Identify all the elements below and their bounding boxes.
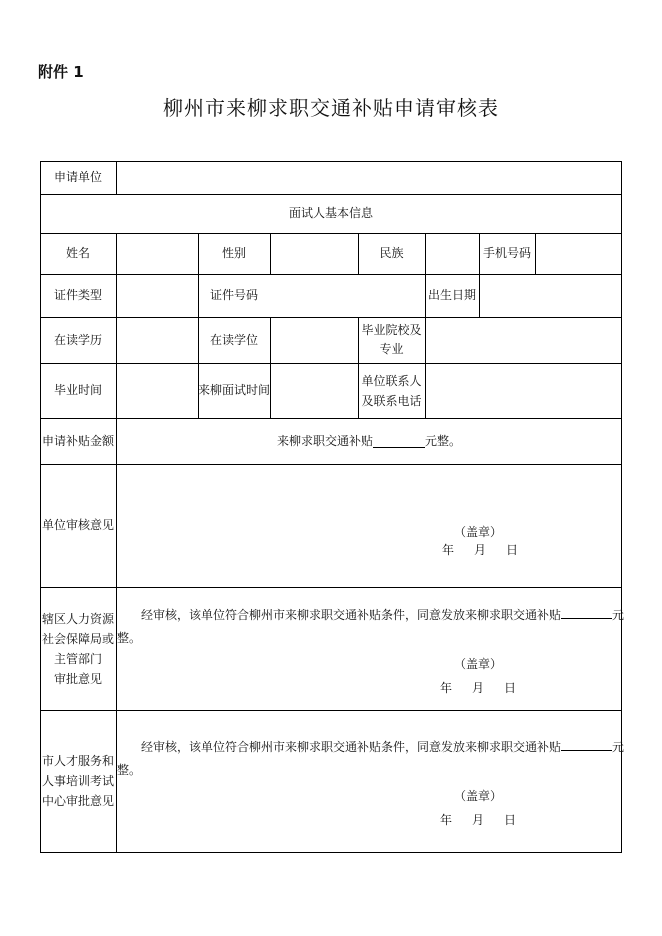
city-review-label-line: 市人才服务和 [41,754,114,768]
interview-time-field[interactable] [271,364,358,418]
name-field[interactable] [117,234,198,274]
phone-label: 手机号码 [482,246,531,260]
name-label: 姓名 [65,246,90,260]
district-review-label-line: 辖区人力资源 [41,611,114,626]
district-review-label-line: 社会保障局或 [41,631,114,646]
date-day: 日 [504,813,517,827]
education-label: 在读学历 [53,332,102,347]
contact-label [358,363,425,418]
district-review-date [440,678,516,699]
date-month: 月 [474,543,487,557]
degree-field[interactable] [271,318,358,363]
birth-date-field[interactable] [480,275,621,317]
city-approval-amount-input[interactable] [561,738,612,751]
date-month: 月 [472,681,485,695]
date-day: 日 [504,681,517,695]
id-number-field[interactable] [271,275,425,317]
gender-label: 性别 [221,246,246,260]
date-year: 年 [440,813,453,827]
subsidy-amount-label: 申请补贴金额 [41,433,114,448]
id-type-label: 证件类型 [53,288,102,302]
city-review-seal: （盖章） [454,789,503,803]
ethnicity-field[interactable] [426,234,479,274]
date-month: 月 [472,813,485,827]
graduation-time-field[interactable] [117,364,198,418]
approval-unit: 元 [612,740,625,754]
district-review-label-line: 审批意见 [53,671,102,686]
degree-label: 在读学位 [209,332,258,347]
table-line [40,710,622,711]
unit-review-date [442,540,518,561]
ethnicity-label: 民族 [379,246,404,260]
birth-date-label: 出生日期 [427,288,476,302]
district-approval-text [141,605,624,626]
contact-field[interactable] [426,364,621,418]
approval-text: 经审核，该单位符合柳州市来柳求职交通补贴条件，同意发放来柳求职交通补贴 [141,608,562,622]
date-year: 年 [442,543,455,557]
phone-field[interactable] [536,234,621,274]
table-line [40,464,622,465]
date-day: 日 [506,543,519,557]
district-review-label [40,587,116,710]
city-review-label-line: 人事培训考试 [41,774,114,788]
district-approval-tail: 整。 [117,631,142,645]
gender-field[interactable] [271,234,358,274]
graduation-time-label: 毕业时间 [53,383,102,397]
table-line [40,587,622,588]
district-review-label-line: 主管部门 [53,651,102,666]
subsidy-amount-suffix: 元整。 [425,434,462,448]
attachment-number: 附件 1 [38,63,84,81]
unit-review-label: 单位审核意见 [41,518,114,532]
table-line [40,852,622,853]
applicant-unit-field[interactable] [117,162,621,194]
district-review-seal: （盖章） [454,657,503,671]
school-major-label [358,317,425,363]
school-major-field[interactable] [426,318,621,363]
city-review-label-line: 中心审批意见 [41,794,114,808]
school-major-label-line: 专业 [379,342,404,356]
education-field[interactable] [117,318,198,363]
school-major-label-line: 毕业院校及 [361,323,422,337]
subsidy-amount-prefix: 来柳求职交通补贴 [276,434,373,448]
city-approval-text [141,737,624,758]
district-approval-amount-input[interactable] [561,606,612,619]
contact-label-line: 单位联系人 [361,373,422,388]
id-type-field[interactable] [117,275,198,317]
subsidy-amount-input[interactable] [373,435,425,448]
contact-label-line: 及联系电话 [361,393,422,408]
city-review-date [440,810,516,831]
basic-info-heading: 面试人基本信息 [288,206,373,220]
form-title: 柳州市来柳求职交通补贴申请审核表 [163,96,499,120]
subsidy-amount-cell [117,419,621,464]
city-review-label [40,710,116,852]
applicant-unit-label: 申请单位 [53,170,102,184]
approval-unit: 元 [612,608,625,622]
city-approval-tail: 整。 [117,763,142,777]
unit-review-seal: （盖章） [454,525,503,539]
approval-text: 经审核，该单位符合柳州市来柳求职交通补贴条件，同意发放来柳求职交通补贴 [141,740,562,754]
interview-time-label: 来柳面试时间 [198,383,271,397]
date-year: 年 [440,681,453,695]
id-number-label: 证件号码 [209,288,258,302]
